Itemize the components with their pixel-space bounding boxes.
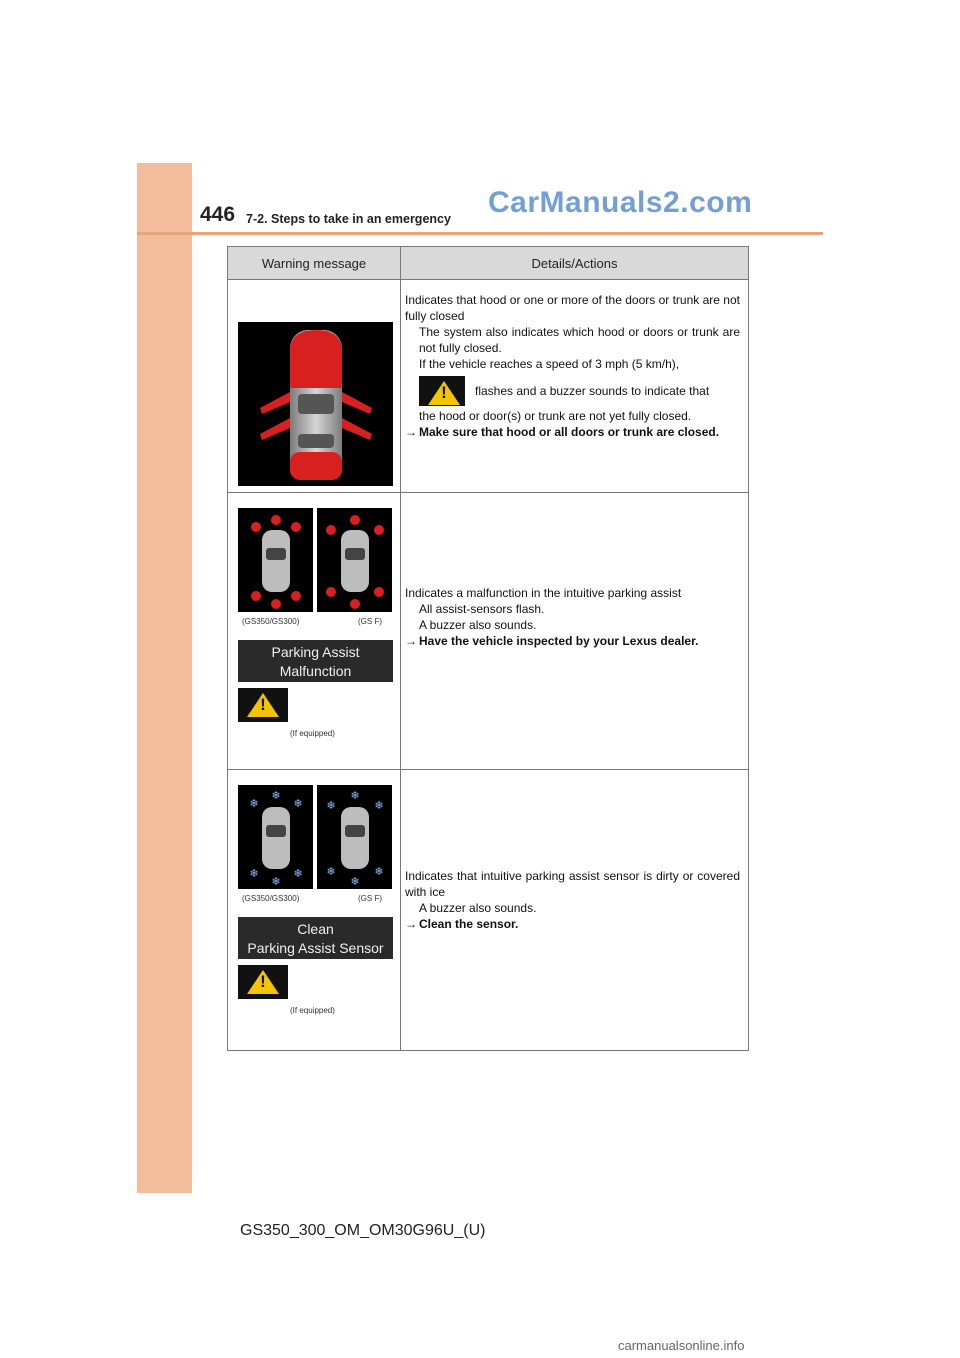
detail-text: Indicates that hood or one or more of the doors or trunk are not fully closed: [405, 293, 740, 323]
detail-text: flashes and a buzzer sounds to indicate that: [475, 384, 710, 398]
equipped-caption: (If equipped): [290, 1006, 335, 1015]
svg-text:❄: ❄: [249, 797, 259, 810]
equipped-caption: (If equipped): [290, 729, 335, 738]
action-line: [405, 633, 740, 649]
sensor-ice-display-icon: [238, 785, 313, 889]
watermark-bottom: carmanualsonline.info: [618, 1338, 745, 1353]
door-open-display-icon: [238, 322, 393, 486]
table-header-row: [228, 247, 749, 280]
details-cell: [401, 280, 749, 493]
svg-text:❄: ❄: [350, 875, 360, 888]
side-tab-band: [137, 163, 192, 1193]
details-cell: [401, 770, 749, 1051]
message-text: Malfunction: [279, 663, 352, 679]
details-cell: [401, 493, 749, 770]
svg-text:❄: ❄: [374, 799, 384, 812]
svg-text:❄: ❄: [326, 799, 336, 812]
model-caption: (GS350/GS300): [242, 617, 300, 626]
arrow-right-icon: →: [405, 634, 417, 648]
arrow-right-icon: →: [405, 917, 417, 931]
page-number: 446: [200, 203, 236, 226]
arrow-right-icon: →: [405, 425, 417, 439]
detail-text: A buzzer also sounds.: [419, 901, 537, 915]
detail-text: The system also indicates which hood or doors or trunk are not fully closed.: [419, 325, 740, 355]
warning-triangle-icon: [238, 688, 288, 722]
sensor-ice-display-icon: [317, 785, 392, 889]
model-caption: (GS F): [358, 894, 382, 903]
svg-text:❄: ❄: [293, 797, 303, 810]
detail-text: All assist-sensors flash.: [419, 602, 545, 616]
table-row: [228, 770, 749, 1051]
action-text: Have the vehicle inspected by your Lexus dealer.: [419, 634, 699, 648]
detail-text: If the vehicle reaches a speed of 3 mph (5 km/h),: [419, 357, 680, 371]
warning-table: [227, 246, 749, 1051]
sensor-flash-display-icon: [317, 508, 392, 612]
svg-text:❄: ❄: [293, 867, 303, 880]
detail-text: the hood or door(s) or trunk are not yet fully closed.: [419, 409, 692, 423]
detail-icon-line: [405, 376, 740, 406]
detail-text: Indicates a malfunction in the intuitive parking assist: [405, 586, 682, 600]
svg-text:❄: ❄: [350, 789, 360, 802]
col-header-warning: Warning message: [228, 247, 401, 280]
warning-image-cell: [228, 770, 401, 1051]
message-text: Parking Assist: [271, 644, 360, 660]
svg-text:❄: ❄: [374, 865, 384, 878]
svg-text:❄: ❄: [249, 867, 259, 880]
sensor-flash-display-icon: [238, 508, 313, 612]
warning-triangle-icon: [238, 965, 288, 999]
detail-text: A buzzer also sounds.: [419, 618, 537, 632]
col-header-details: Details/Actions: [401, 247, 749, 280]
table-row: [228, 493, 749, 770]
footer-manual-code: GS350_300_OM_OM30G96U_(U): [240, 1222, 486, 1239]
message-display: [238, 917, 393, 959]
section-title: 7-2. Steps to take in an emergency: [246, 212, 451, 226]
action-text: Make sure that hood or all doors or trunk are closed.: [419, 425, 720, 439]
detail-text: Indicates that intuitive parking assist sensor is dirty or covered with ice: [405, 869, 740, 899]
header-rule: [137, 232, 823, 235]
action-text: Clean the sensor.: [419, 917, 519, 931]
model-caption: (GS F): [358, 617, 382, 626]
action-line: [405, 916, 740, 932]
svg-text:❄: ❄: [271, 789, 281, 802]
model-caption: (GS350/GS300): [242, 894, 300, 903]
message-text: Parking Assist Sensor: [247, 940, 384, 956]
message-display: [238, 640, 393, 682]
warning-image-cell: [228, 280, 401, 493]
svg-text:❄: ❄: [271, 875, 281, 888]
watermark-top: CarManuals2.com: [488, 186, 753, 219]
message-text: Clean: [297, 921, 334, 937]
action-line: [405, 424, 740, 440]
warning-image-cell: [228, 493, 401, 770]
svg-text:❄: ❄: [326, 865, 336, 878]
table-row: [228, 280, 749, 493]
warning-triangle-icon: [419, 376, 465, 406]
